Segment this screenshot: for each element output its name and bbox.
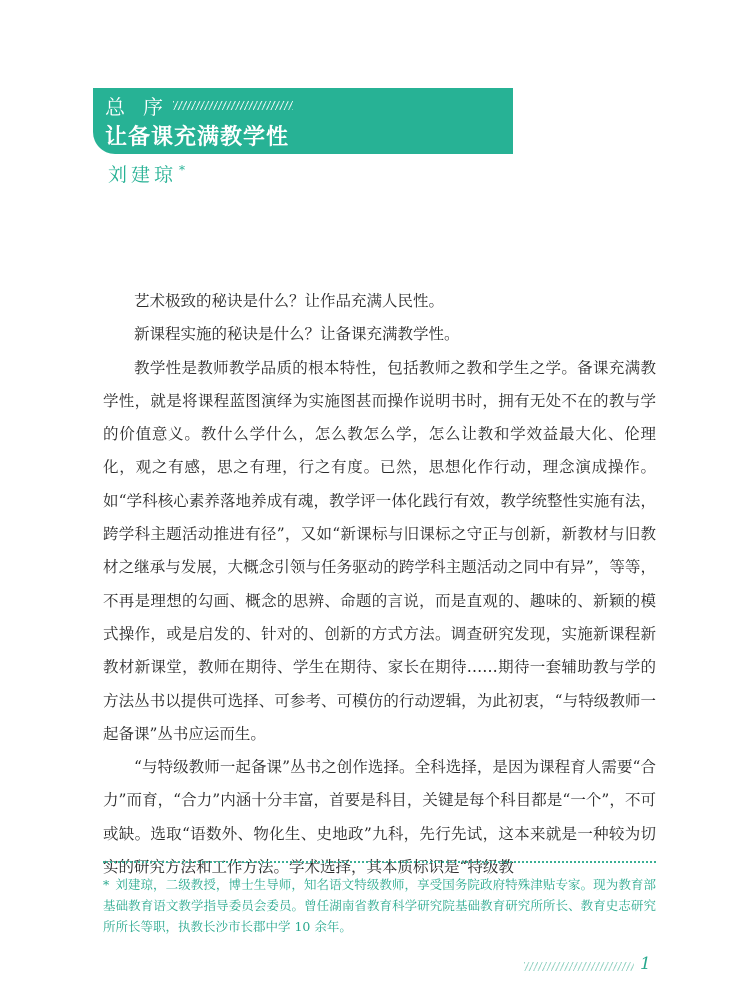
author-line <box>108 160 185 187</box>
page-number: 1 <box>640 954 651 974</box>
footnote-separator <box>103 861 656 863</box>
header-band <box>93 88 513 154</box>
paragraph: 新课程实施的秘诀是什么？让备课充满教学性。 <box>134 325 460 344</box>
section-heading <box>105 91 293 119</box>
footnote-mark: * <box>103 877 110 892</box>
body-text <box>103 285 656 884</box>
footnote <box>103 874 656 937</box>
decorative-hatch <box>173 101 293 110</box>
page-decoration <box>524 962 634 971</box>
paragraph: 教学性是教师教学品质的根本特性，包括教师之教和学生之学。备课充满教学性，就是将课程蓝图演绎为实施图甚而操作说明书时，拥有无处不在的教与学的价值意义。教什么学什么，怎么教怎么学，怎么让教和学效益最大化、伦理化，观之有感，思之有理，行之有度。已然，思想化作行动，理念演成操作。如“学科核心素养落地养成有魂，教学评一体化践行有效，教学统整性实施有法，跨学科主题活动推进有径”，又如“新课标与旧课标之守正与创新，新教材与旧教材之继承与发展，大概念引领与任务驱动的跨学科主题活动之同中有异”，等等，不再是理想的勾画、概念的思辨、命题的言说，而是直观的、趣味的、新颖的模式操作，或是启发的、针对的、创新的方式方法。调查研究发现，实施新课程新教材新课堂，教师在期待、学生在期待、家长在期待……期待一套辅助教与学的方法丛书以提供可选择、可参考、可模仿的行动逻辑，为此初衷，“与特级教师一起备课”丛书应运而生。 <box>103 358 656 743</box>
author-name: 刘建琼 <box>108 164 178 186</box>
page-title: 让备课充满教学性 <box>105 125 290 150</box>
section-label: 总 序 <box>105 94 163 119</box>
paragraph: “与特级教师一起备课”丛书之创作选择。全科选择，是因为课程育人需要“合力”而育，“合力”内涵十分丰富，首要是科目，关键是每个科目都是“一个”，不可或缺。选取“语数外、物化生、史地政”九科，先行先试，这本来就是一种较为切实的研究方法和工作方法。学术选择，其本质标识是“特级教 <box>103 758 656 877</box>
paragraph: 艺术极致的秘诀是什么？让作品充满人民性。 <box>134 292 445 310</box>
footnote-reference: * <box>179 162 186 177</box>
footnote-text: 刘建琼，二级教授，博士生导师，知名语文特级教师，享受国务院政府特殊津贴专家。现为教育部基础教育语文教学指导委员会委员。曾任湖南省教育科学研究院基础教育研究所所长、教育史志研究所所长等职，执教长沙市长郡中学 10 余年。 <box>103 877 656 934</box>
